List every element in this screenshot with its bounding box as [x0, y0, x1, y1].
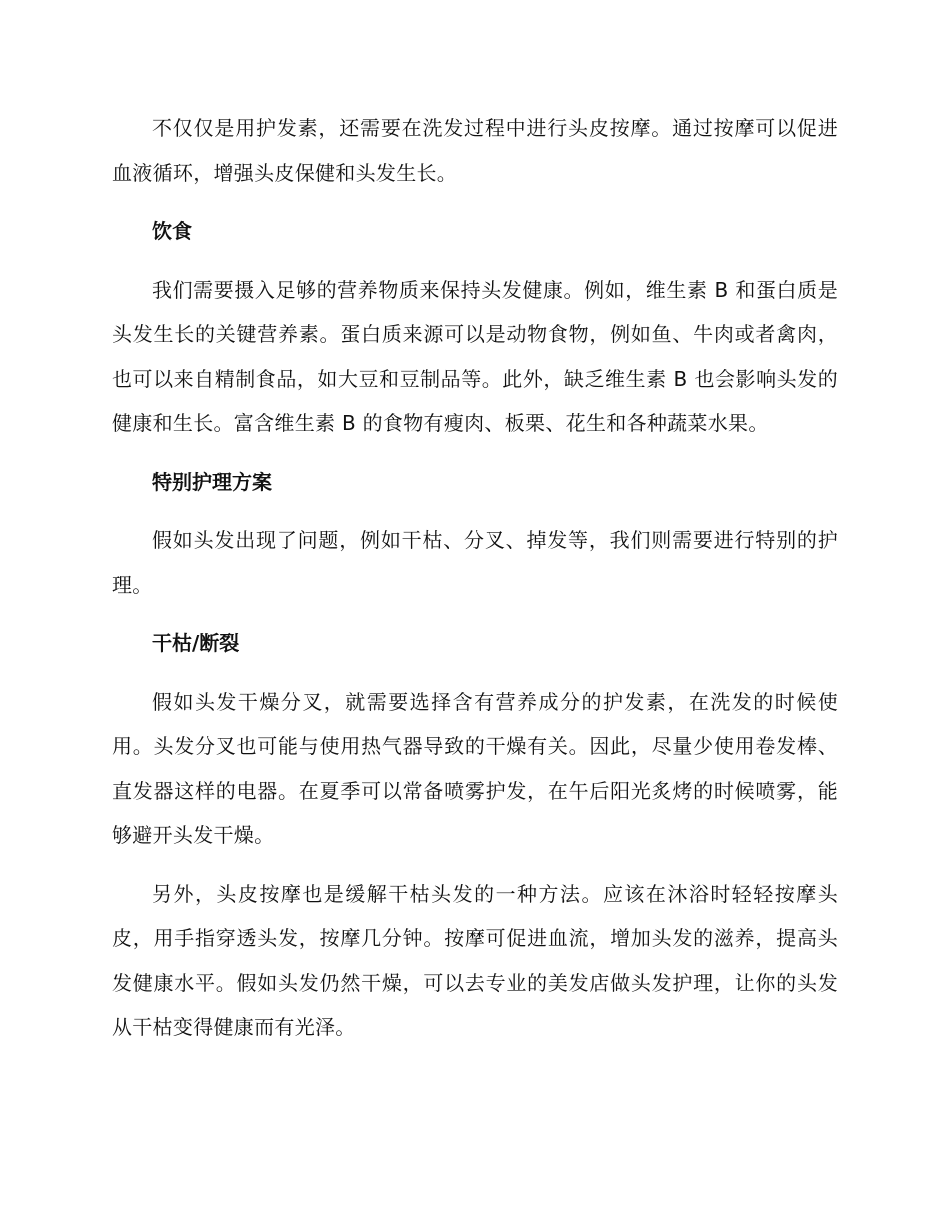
paragraph-dry-split: 假如头发干燥分叉，就需要选择含有营养成分的护发素，在洗发的时候使用。头发分叉也可能与使用热气器导致的干燥有关。因此，尽量少使用卷发棒、直发器这样的电器。在夏季可以常备喷雾护发，在午后阳光炙烤的时候喷雾，能够避开头发干燥。 — [112, 689, 838, 847]
paragraph-special-care: 假如头发出现了问题，例如干枯、分叉、掉发等，我们则需要进行特别的护理。 — [112, 528, 838, 597]
heading-dry-broken: 干枯/断裂 — [152, 631, 240, 655]
heading-special-care: 特别护理方案 — [152, 469, 272, 494]
paragraph-massage-dry: 另外，头皮按摩也是缓解干枯头发的一种方法。应该在沐浴时轻轻按摩头皮，用手指穿透头发，按摩几分钟。按摩可促进血流，增加头发的滋养，提高头发健康水平。假如头发仍然干燥，可以去专业的美发店做头发护理，让你的头发从干枯变得健康而有光泽。 — [112, 881, 838, 1039]
paragraph-scalp-massage: 不仅仅是用护发素，还需要在洗发过程中进行头皮按摩。通过按摩可以促进血液循环，增强头皮保健和头发生长。 — [112, 116, 838, 185]
heading-diet: 饮食 — [152, 219, 192, 243]
document-page — [112, 106, 838, 1064]
paragraph-diet: 我们需要摄入足够的营养物质来保持头发健康。例如，维生素 B 和蛋白质是头发生长的关键营养素。蛋白质来源可以是动物食物，例如鱼、牛肉或者禽肉，也可以来自精制食品，如大豆和豆制品等。此外，缺乏维生素 B 也会影响头发的健康和生长。富含维生素 B 的食物有瘦肉、板栗、花生和各种蔬菜水果。 — [112, 277, 838, 435]
